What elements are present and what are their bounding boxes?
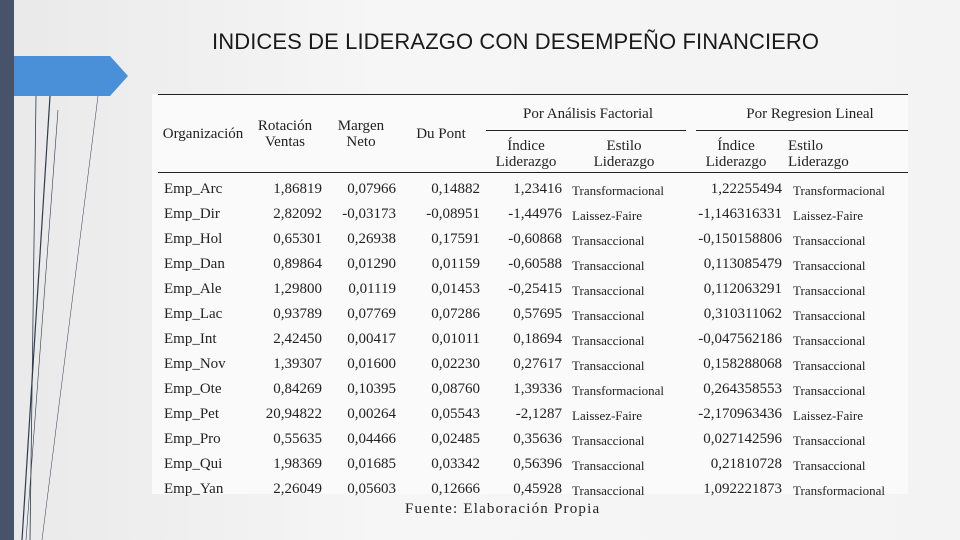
cell-organizacion: Emp_Ale [164, 281, 222, 297]
cell-factorial-estilo: Transaccional [572, 308, 645, 323]
cell-rotacion-ventas: 1,39307 [273, 356, 322, 372]
cell-factorial-indice: -0,25415 [508, 281, 562, 297]
cell-du-pont: 0,03342 [431, 456, 480, 472]
cell-organizacion: Emp_Qui [164, 456, 223, 472]
cell-factorial-estilo: Transaccional [572, 333, 645, 348]
cell-factorial-estilo: Transaccional [572, 258, 645, 273]
cell-organizacion: Emp_Pro [164, 431, 221, 447]
decorative-lines [0, 0, 140, 540]
cell-rotacion-ventas: 0,84269 [273, 381, 322, 397]
cell-regresion-indice: 0,112063291 [703, 281, 782, 297]
cell-regresion-estilo: Transaccional [793, 458, 866, 473]
cell-du-pont: 0,01011 [431, 331, 480, 347]
cell-margen-neto: 0,00264 [347, 406, 396, 422]
cell-organizacion: Emp_Dan [164, 256, 225, 272]
cell-margen-neto: 0,26938 [347, 231, 396, 247]
table-row [152, 455, 908, 480]
cell-factorial-indice: -2,1287 [515, 406, 562, 422]
cell-factorial-indice: 0,35636 [513, 431, 562, 447]
cell-rotacion-ventas: 2,82092 [273, 206, 322, 222]
cell-rotacion-ventas: 1,98369 [273, 456, 322, 472]
cell-factorial-indice: -0,60588 [508, 256, 562, 272]
cell-regresion-estilo: Transaccional [793, 258, 866, 273]
table-row [152, 305, 908, 330]
cell-du-pont: 0,14882 [431, 181, 480, 197]
header-regresion-indice-line2: Liderazgo [705, 154, 767, 170]
cell-regresion-estilo: Laissez-Faire [793, 408, 864, 423]
cell-du-pont: 0,12666 [431, 481, 480, 497]
cell-factorial-indice: 0,57695 [513, 306, 562, 322]
cell-factorial-estilo: Transformacional [572, 383, 664, 398]
cell-rotacion-ventas: 1,86819 [273, 181, 322, 197]
cell-margen-neto: -0,03173 [342, 206, 396, 222]
cell-factorial-indice: -1,44976 [508, 206, 562, 222]
cell-organizacion: Emp_Lac [164, 306, 223, 322]
header-regresion-estilo-line1: Estilo [788, 138, 824, 154]
cell-margen-neto: 0,01290 [347, 256, 396, 272]
cell-du-pont: 0,02230 [431, 356, 480, 372]
cell-factorial-estilo: Laissez-Faire [572, 208, 643, 223]
header-factorial-estilo-line2: Liderazgo [593, 154, 655, 170]
cell-factorial-indice: 1,23416 [513, 181, 562, 197]
cell-margen-neto: 0,04466 [347, 431, 396, 447]
cell-regresion-indice: 1,22255494 [710, 181, 782, 197]
cell-margen-neto: 0,07769 [347, 306, 396, 322]
accent-arrow-shape [14, 56, 128, 96]
cell-rotacion-ventas: 20,94822 [265, 406, 322, 422]
cell-margen-neto: 0,01600 [347, 356, 396, 372]
cell-organizacion: Emp_Arc [164, 181, 223, 197]
cell-margen-neto: 0,07966 [347, 181, 396, 197]
cell-organizacion: Emp_Yan [164, 481, 224, 497]
header-rotacion [250, 118, 320, 150]
cell-regresion-estilo: Transaccional [793, 308, 866, 323]
cell-regresion-estilo: Transaccional [793, 383, 866, 398]
cell-regresion-estilo: Transaccional [793, 358, 866, 373]
cell-margen-neto: 0,01119 [348, 281, 396, 297]
cell-regresion-indice: 1,092221873 [703, 481, 782, 497]
cell-factorial-indice: 0,27617 [513, 356, 562, 372]
source-note: Fuente: Elaboración Propia [405, 501, 601, 517]
cell-factorial-estilo: Transaccional [572, 283, 645, 298]
table-row [152, 355, 908, 380]
factorial-group-rule [486, 130, 686, 131]
cell-rotacion-ventas: 0,65301 [273, 231, 322, 247]
table-row [152, 230, 908, 255]
cell-rotacion-ventas: 0,89864 [273, 256, 322, 272]
cell-rotacion-ventas: 2,26049 [273, 481, 322, 497]
cell-margen-neto: 0,00417 [347, 331, 396, 347]
cell-rotacion-ventas: 0,93789 [273, 306, 322, 322]
header-factorial-estilo-line1: Estilo [606, 138, 642, 154]
cell-factorial-estilo: Transformacional [572, 183, 664, 198]
header-factorial-estilo [582, 138, 666, 170]
cell-du-pont: -0,08951 [426, 206, 480, 222]
cell-regresion-estilo: Laissez-Faire [793, 208, 864, 223]
cell-factorial-estilo: Transaccional [572, 458, 645, 473]
regresion-group-rule [696, 130, 908, 131]
cell-factorial-estilo: Laissez-Faire [572, 408, 643, 423]
cell-regresion-indice: -0,150158806 [698, 231, 782, 247]
header-regresion-estilo [788, 138, 864, 170]
header-organizacion: Organización [162, 126, 244, 142]
header-group-factorial: Por Análisis Factorial [523, 106, 653, 122]
cell-regresion-indice: 0,158288068 [703, 356, 782, 372]
cell-factorial-estilo: Transaccional [572, 433, 645, 448]
cell-regresion-estilo: Transformacional [793, 183, 885, 198]
table-row [152, 255, 908, 280]
header-dupont: Du Pont [416, 126, 466, 142]
cell-organizacion: Emp_Nov [164, 356, 226, 372]
cell-organizacion: Emp_Pet [164, 406, 219, 422]
cell-factorial-estilo: Transaccional [572, 233, 645, 248]
cell-regresion-indice: -1,146316331 [698, 206, 782, 222]
cell-factorial-indice: -0,60868 [508, 231, 562, 247]
table-row [152, 180, 908, 205]
cell-factorial-indice: 0,45928 [513, 481, 562, 497]
cell-du-pont: 0,05543 [431, 406, 480, 422]
header-regresion-indice [698, 138, 774, 170]
cell-factorial-indice: 1,39336 [513, 381, 562, 397]
cell-factorial-indice: 0,56396 [513, 456, 562, 472]
header-rotacion-line1: Rotación [257, 118, 313, 134]
cell-regresion-indice: 0,310311062 [703, 306, 782, 322]
cell-regresion-estilo: Transaccional [793, 333, 866, 348]
cell-margen-neto: 0,10395 [347, 381, 396, 397]
cell-regresion-estilo: Transaccional [793, 233, 866, 248]
header-factorial-indice-line1: Índice [507, 138, 545, 154]
header-margen [328, 118, 394, 150]
cell-regresion-indice: 0,113085479 [703, 256, 782, 272]
cell-margen-neto: 0,05603 [347, 481, 396, 497]
page-title: INDICES DE LIDERAZGO CON DESEMPEÑO FINANCIERO [212, 29, 820, 54]
header-factorial-indice-line2: Liderazgo [495, 154, 557, 170]
cell-rotacion-ventas: 0,55635 [273, 431, 322, 447]
cell-regresion-indice: 0,027142596 [703, 431, 782, 447]
cell-factorial-estilo: Transaccional [572, 358, 645, 373]
table-row [152, 405, 908, 430]
cell-margen-neto: 0,01685 [347, 456, 396, 472]
cell-du-pont: 0,02485 [431, 431, 480, 447]
header-group-regresion: Por Regresion Lineal [746, 106, 874, 122]
header-regresion-estilo-line2: Liderazgo [788, 154, 849, 170]
cell-organizacion: Emp_Dir [164, 206, 220, 222]
cell-regresion-estilo: Transaccional [793, 283, 866, 298]
header-margen-line1: Margen [337, 118, 385, 134]
header-regresion-indice-line1: Índice [717, 138, 755, 154]
table-row [152, 380, 908, 405]
cell-regresion-estilo: Transformacional [793, 483, 885, 498]
cell-du-pont: 0,01453 [431, 281, 480, 297]
cell-du-pont: 0,08760 [431, 381, 480, 397]
header-rotacion-line2: Ventas [265, 134, 305, 150]
header-factorial-indice [488, 138, 564, 170]
header-bottom-rule [158, 172, 908, 173]
cell-organizacion: Emp_Int [164, 331, 217, 347]
cell-regresion-indice: -0,047562186 [698, 331, 782, 347]
table-row [152, 430, 908, 455]
cell-organizacion: Emp_Ote [164, 381, 222, 397]
cell-rotacion-ventas: 1,29800 [273, 281, 322, 297]
cell-factorial-indice: 0,18694 [513, 331, 562, 347]
cell-du-pont: 0,01159 [431, 256, 480, 272]
table-row [152, 280, 908, 305]
cell-organizacion: Emp_Hol [164, 231, 223, 247]
cell-du-pont: 0,17591 [431, 231, 480, 247]
table-row [152, 205, 908, 230]
header-margen-line2: Neto [346, 134, 376, 150]
cell-regresion-estilo: Transaccional [793, 433, 866, 448]
cell-regresion-indice: 0,21810728 [710, 456, 782, 472]
cell-factorial-estilo: Transaccional [572, 483, 645, 498]
cell-du-pont: 0,07286 [431, 306, 480, 322]
cell-rotacion-ventas: 2,42450 [273, 331, 322, 347]
table-top-rule [158, 94, 908, 95]
leadership-table [152, 94, 908, 498]
cell-regresion-indice: -2,170963436 [698, 406, 782, 422]
table-row [152, 330, 908, 355]
cell-regresion-indice: 0,264358553 [703, 381, 782, 397]
